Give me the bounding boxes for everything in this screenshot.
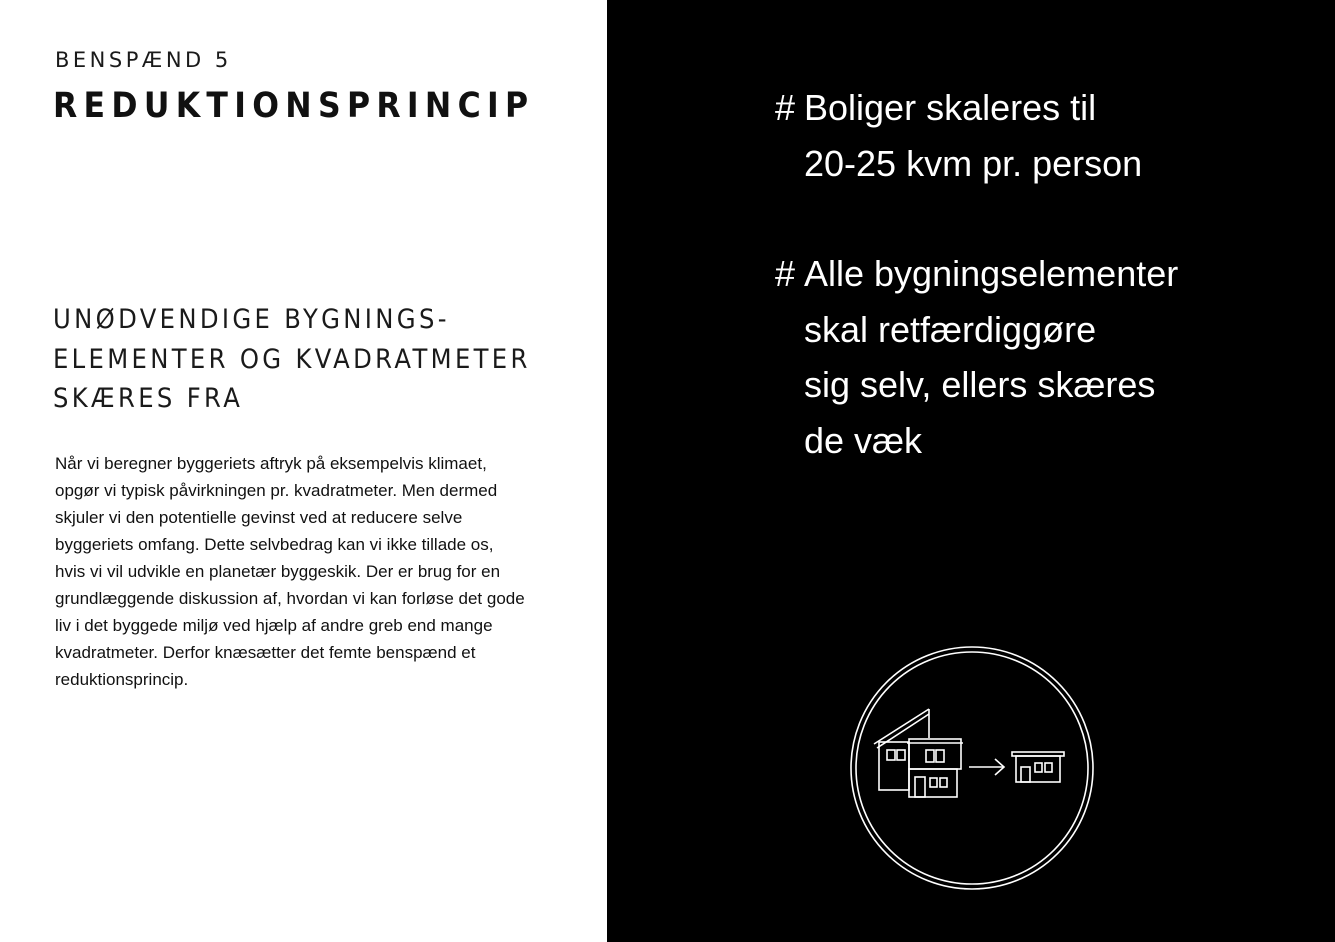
body-line: byggeriets omfang. Dette selvbedrag kan vi ikke tillade os,	[55, 535, 494, 554]
key-point-line: sig selv, ellers skæres	[804, 364, 1156, 405]
body-line: reduktionsprincip.	[55, 670, 189, 689]
body-line: Når vi beregner byggeriets aftryk på eksempelvis klimaet,	[55, 454, 487, 473]
subheading-line: UNØDVENDIGE BYGNINGS-	[53, 304, 450, 335]
key-point-line: 20-25 kvm pr. person	[804, 142, 1143, 184]
key-point	[775, 246, 1178, 468]
key-point-line: Boliger skaleres til	[804, 87, 1097, 128]
body-line: grundlæggende diskussion af, hvordan vi kan forløse det gode	[55, 589, 525, 608]
hash-marker: #	[775, 87, 796, 128]
body-line: skjuler vi den potentielle gevinst ved at reducere selve	[55, 508, 463, 527]
subheading-line: SKÆRES FRA	[53, 383, 244, 414]
body-paragraph	[55, 450, 575, 693]
key-points	[775, 80, 1178, 523]
key-point-line: skal retfærdiggøre	[804, 308, 1097, 350]
subheading	[53, 300, 557, 419]
right-panel	[607, 0, 1335, 942]
key-point	[775, 80, 1178, 191]
key-point-line: de væk	[804, 419, 923, 461]
body-line: opgør vi typisk påvirkningen pr. kvadratmeter. Men dermed	[55, 481, 498, 500]
house-reduction-icon	[849, 645, 1095, 891]
body-line: liv i det byggede miljø ved hjælp af andre greb end mange	[55, 616, 493, 635]
section-kicker: BENSPÆND 5	[55, 48, 232, 72]
page-title: REDUKTIONSPRINCIP	[53, 86, 535, 126]
key-point-line: Alle bygningselementer	[804, 253, 1179, 294]
subheading-line: ELEMENTER OG KVADRATMETER	[53, 343, 531, 375]
hash-marker: #	[775, 253, 796, 294]
body-line: kvadratmeter. Derfor knæsætter det femte benspænd et	[55, 643, 476, 662]
body-line: hvis vi vil udvikle en planetær byggeskik. Der er brug for en	[55, 562, 501, 581]
left-panel	[0, 0, 607, 942]
